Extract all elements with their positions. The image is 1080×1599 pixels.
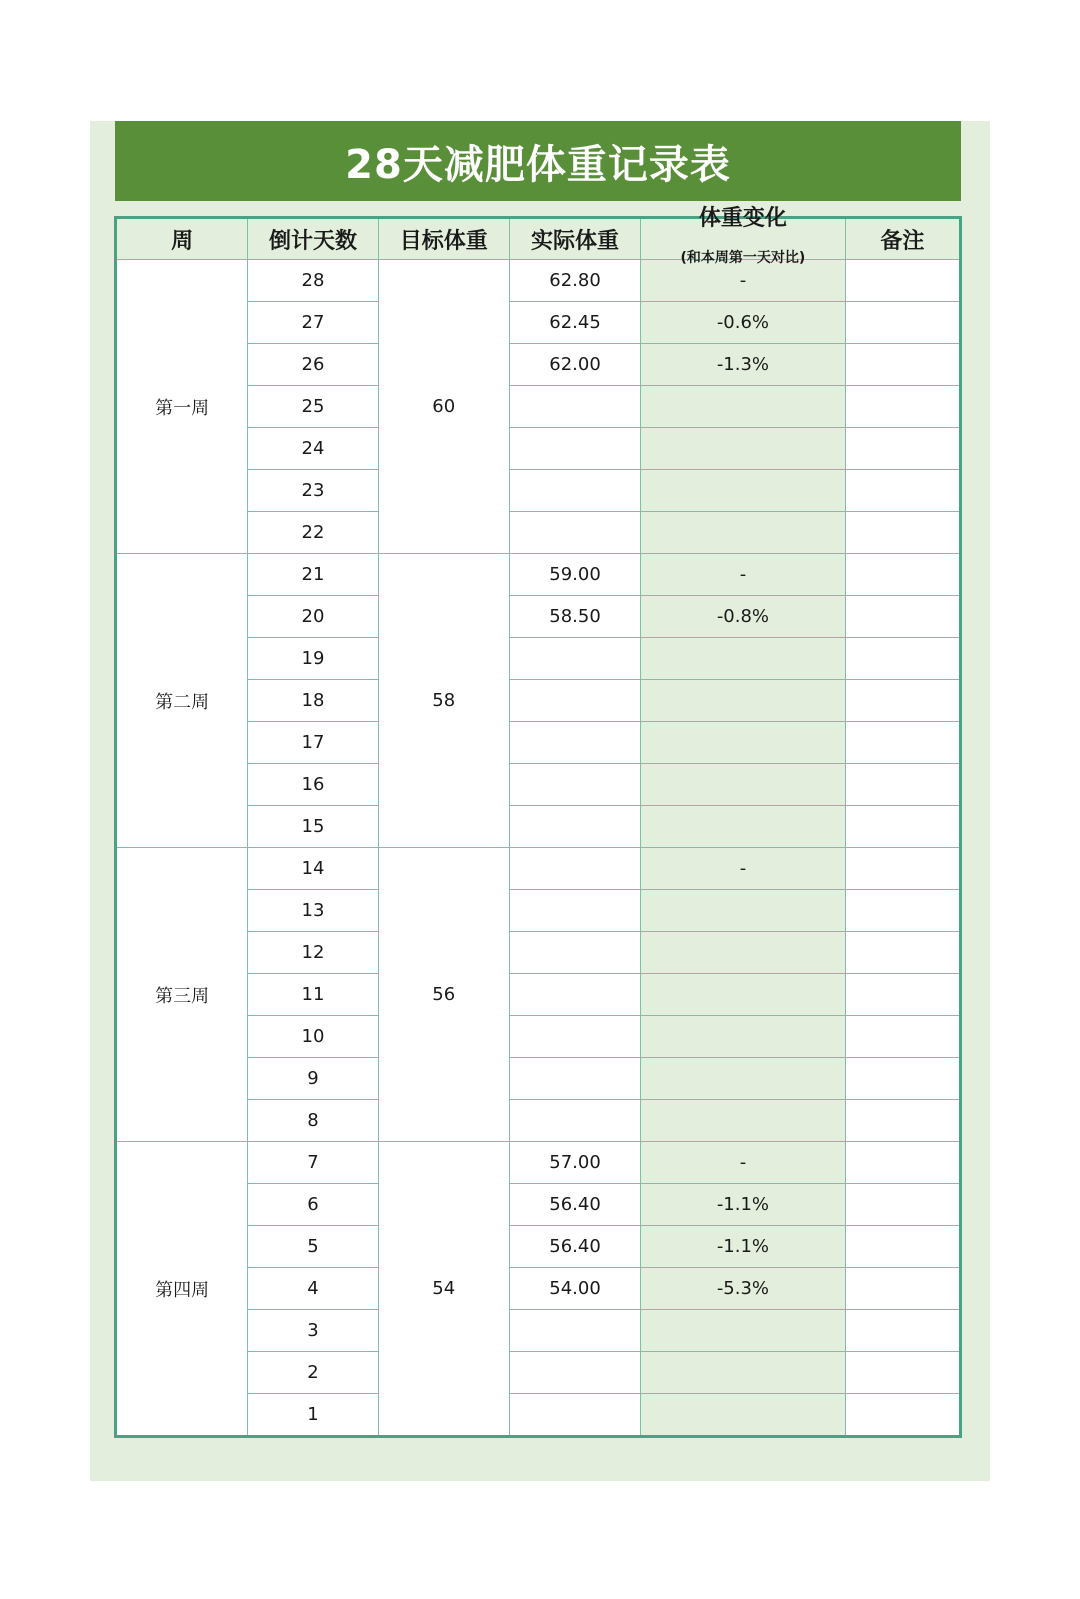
actual-weight-cell[interactable]: 56.40 [509, 1184, 640, 1226]
note-cell[interactable] [845, 722, 960, 764]
actual-weight-cell[interactable] [509, 806, 640, 848]
countdown-day-cell: 10 [248, 1016, 378, 1058]
countdown-day-cell: 5 [248, 1226, 378, 1268]
actual-weight-cell[interactable]: 56.40 [509, 1226, 640, 1268]
note-cell[interactable] [845, 890, 960, 932]
note-cell[interactable] [845, 1058, 960, 1100]
actual-weight-cell[interactable] [509, 1016, 640, 1058]
note-cell[interactable] [845, 302, 960, 344]
weight-change-cell [641, 1310, 845, 1352]
countdown-day-cell: 17 [248, 722, 378, 764]
target-weight-cell: 54 [378, 1142, 509, 1437]
weight-change-cell [641, 722, 845, 764]
actual-weight-cell[interactable] [509, 512, 640, 554]
countdown-day-cell: 19 [248, 638, 378, 680]
countdown-day-cell: 12 [248, 932, 378, 974]
header-countdown: 倒计天数 [248, 218, 378, 260]
actual-weight-cell[interactable]: 62.80 [509, 260, 640, 302]
countdown-day-cell: 27 [248, 302, 378, 344]
title-banner [115, 121, 961, 201]
countdown-day-cell: 4 [248, 1268, 378, 1310]
note-cell[interactable] [845, 848, 960, 890]
note-cell[interactable] [845, 764, 960, 806]
weight-log-table [114, 206, 962, 1438]
weight-change-cell [641, 974, 845, 1016]
countdown-day-cell: 26 [248, 344, 378, 386]
week-label-cell: 第四周 [116, 1142, 248, 1437]
note-cell[interactable] [845, 638, 960, 680]
note-cell[interactable] [845, 596, 960, 638]
countdown-day-cell: 24 [248, 428, 378, 470]
countdown-day-cell: 13 [248, 890, 378, 932]
note-cell[interactable] [845, 428, 960, 470]
actual-weight-cell[interactable] [509, 680, 640, 722]
table-body [116, 260, 961, 1437]
note-cell[interactable] [845, 932, 960, 974]
actual-weight-cell[interactable]: 54.00 [509, 1268, 640, 1310]
countdown-day-cell: 8 [248, 1100, 378, 1142]
countdown-day-cell: 7 [248, 1142, 378, 1184]
actual-weight-cell[interactable] [509, 1352, 640, 1394]
actual-weight-cell[interactable]: 62.00 [509, 344, 640, 386]
weight-change-cell [641, 386, 845, 428]
weight-change-cell [641, 638, 845, 680]
weight-change-cell: -5.3% [641, 1268, 845, 1310]
actual-weight-cell[interactable] [509, 1310, 640, 1352]
actual-weight-cell[interactable] [509, 890, 640, 932]
page-title: 28天减肥体重记录表 [345, 141, 731, 188]
note-cell[interactable] [845, 1352, 960, 1394]
table-row [116, 848, 961, 890]
header-weight-change-note: (和本周第一天对比) [680, 250, 806, 266]
countdown-day-cell: 14 [248, 848, 378, 890]
target-weight-cell: 58 [378, 554, 509, 848]
countdown-day-cell: 1 [248, 1394, 378, 1437]
weight-change-cell: -0.6% [641, 302, 845, 344]
countdown-day-cell: 9 [248, 1058, 378, 1100]
countdown-day-cell: 28 [248, 260, 378, 302]
note-cell[interactable] [845, 260, 960, 302]
header-week: 周 [116, 218, 248, 260]
actual-weight-cell[interactable] [509, 974, 640, 1016]
header-actual-weight: 实际体重 [509, 218, 640, 260]
actual-weight-cell[interactable] [509, 764, 640, 806]
countdown-day-cell: 6 [248, 1184, 378, 1226]
weight-change-cell [641, 806, 845, 848]
countdown-day-cell: 16 [248, 764, 378, 806]
note-cell[interactable] [845, 1394, 960, 1437]
target-weight-cell: 60 [378, 260, 509, 554]
weight-change-cell [641, 1016, 845, 1058]
weight-change-cell [641, 764, 845, 806]
weight-change-cell [641, 932, 845, 974]
weight-change-cell: -1.1% [641, 1226, 845, 1268]
weight-change-cell: -1.1% [641, 1184, 845, 1226]
actual-weight-cell[interactable] [509, 428, 640, 470]
week-label-cell: 第二周 [116, 554, 248, 848]
note-cell[interactable] [845, 680, 960, 722]
countdown-day-cell: 15 [248, 806, 378, 848]
note-cell[interactable] [845, 1016, 960, 1058]
countdown-day-cell: 11 [248, 974, 378, 1016]
actual-weight-cell[interactable] [509, 1394, 640, 1437]
actual-weight-cell[interactable] [509, 848, 640, 890]
weight-change-cell [641, 512, 845, 554]
actual-weight-cell[interactable] [509, 1058, 640, 1100]
weight-change-cell: - [641, 1142, 845, 1184]
table-row [116, 1142, 961, 1184]
weight-change-cell [641, 680, 845, 722]
week-label-cell: 第一周 [116, 260, 248, 554]
note-cell[interactable] [845, 554, 960, 596]
weight-change-cell [641, 1100, 845, 1142]
note-cell[interactable] [845, 470, 960, 512]
note-cell[interactable] [845, 1184, 960, 1226]
weight-change-cell: -1.3% [641, 344, 845, 386]
countdown-day-cell: 22 [248, 512, 378, 554]
weight-change-cell: - [641, 260, 845, 302]
countdown-day-cell: 18 [248, 680, 378, 722]
actual-weight-cell[interactable]: 57.00 [509, 1142, 640, 1184]
weight-change-cell [641, 1394, 845, 1437]
header-row [116, 218, 961, 260]
header-target-weight: 目标体重 [378, 218, 509, 260]
actual-weight-cell[interactable] [509, 386, 640, 428]
note-cell[interactable] [845, 806, 960, 848]
note-cell[interactable] [845, 1226, 960, 1268]
countdown-day-cell: 25 [248, 386, 378, 428]
countdown-day-cell: 20 [248, 596, 378, 638]
week-label-cell: 第三周 [116, 848, 248, 1142]
weight-change-cell [641, 1352, 845, 1394]
weight-change-cell [641, 890, 845, 932]
target-weight-cell: 56 [378, 848, 509, 1142]
header-note: 备注 [845, 218, 960, 260]
actual-weight-cell[interactable] [509, 932, 640, 974]
header-weight-change [641, 206, 845, 266]
actual-weight-cell[interactable]: 59.00 [509, 554, 640, 596]
note-cell[interactable] [845, 344, 960, 386]
actual-weight-cell[interactable] [509, 722, 640, 764]
note-cell[interactable] [845, 386, 960, 428]
note-cell[interactable] [845, 1268, 960, 1310]
weight-change-cell [641, 1058, 845, 1100]
weight-change-cell [641, 428, 845, 470]
note-cell[interactable] [845, 974, 960, 1016]
actual-weight-cell[interactable]: 62.45 [509, 302, 640, 344]
weight-change-cell: -0.8% [641, 596, 845, 638]
countdown-day-cell: 2 [248, 1352, 378, 1394]
actual-weight-cell[interactable] [509, 1100, 640, 1142]
table-row [116, 554, 961, 596]
weight-change-cell: - [641, 848, 845, 890]
note-cell[interactable] [845, 1310, 960, 1352]
note-cell[interactable] [845, 1142, 960, 1184]
note-cell[interactable] [845, 512, 960, 554]
weight-change-cell [641, 470, 845, 512]
actual-weight-cell[interactable]: 58.50 [509, 596, 640, 638]
note-cell[interactable] [845, 1100, 960, 1142]
header-weight-change-label: 体重变化 [698, 206, 787, 231]
weight-change-cell: - [641, 554, 845, 596]
countdown-day-cell: 23 [248, 470, 378, 512]
actual-weight-cell[interactable] [509, 638, 640, 680]
actual-weight-cell[interactable] [509, 470, 640, 512]
countdown-day-cell: 3 [248, 1310, 378, 1352]
countdown-day-cell: 21 [248, 554, 378, 596]
